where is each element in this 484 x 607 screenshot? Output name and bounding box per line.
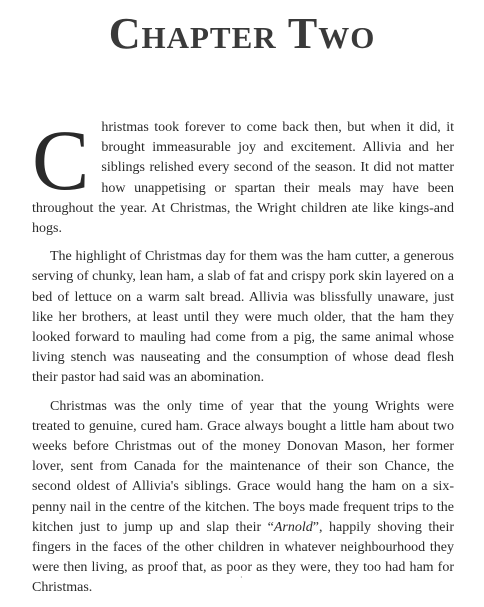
chapter-title: Chapter Two <box>108 9 376 58</box>
page-ornament: · <box>240 573 243 582</box>
paragraph-3-italic-word: Arnold <box>273 519 313 535</box>
paragraph-3 <box>32 397 454 599</box>
paragraph-2-text: The highlight of Christmas day for them was the ham cutter, a generous serving of chunky, lean ham, a slab of fat and crispy pork skin layered on a bed of lettuce on a warm salt bread. Allivia was blissfully unaware, just like her brothers, at least until they were much older, that the ham they looked forward to mauling had come from a pig, the same animal whose living stench was nauseating and the consumption of whose dead flesh their pastor had said was an abomination. <box>32 249 454 386</box>
chapter-body <box>32 112 454 607</box>
paragraph-2 <box>32 247 454 388</box>
paragraph-3-text-after: ”, happily shoving their fingers in the faces of the other children in whatever neighbourhood they were then living, as proof that, as poor as they were, they too had ham for Christmas. <box>32 519 454 596</box>
paragraph-1 <box>32 112 454 239</box>
drop-cap: C <box>32 112 90 208</box>
paragraph-3-text-before: Christmas was the only time of year that the young Wrights were treated to genuine, cured ham. Grace always bought a little ham about two weeks before Christmas out of the money Donovan Mason, her former lover, sent from Canada for the maintenance of their son Chance, the second oldest of Allivia's siblings. Grace would hang the ham on a six-penny nail in the centre of the kitchen. The boys made frequent trips to the kitchen just to jump up and slap their “ <box>32 398 454 535</box>
paragraph-1-text: hristmas took forever to come back then, but when it did, it brought immeasurable joy and excitement. Allivia and her siblings relished every second of the season. It did not matter how unappetising or spartan their meals may have been throughout the year. At Christmas, the Wright children ate like kings-and hogs. <box>32 120 454 237</box>
